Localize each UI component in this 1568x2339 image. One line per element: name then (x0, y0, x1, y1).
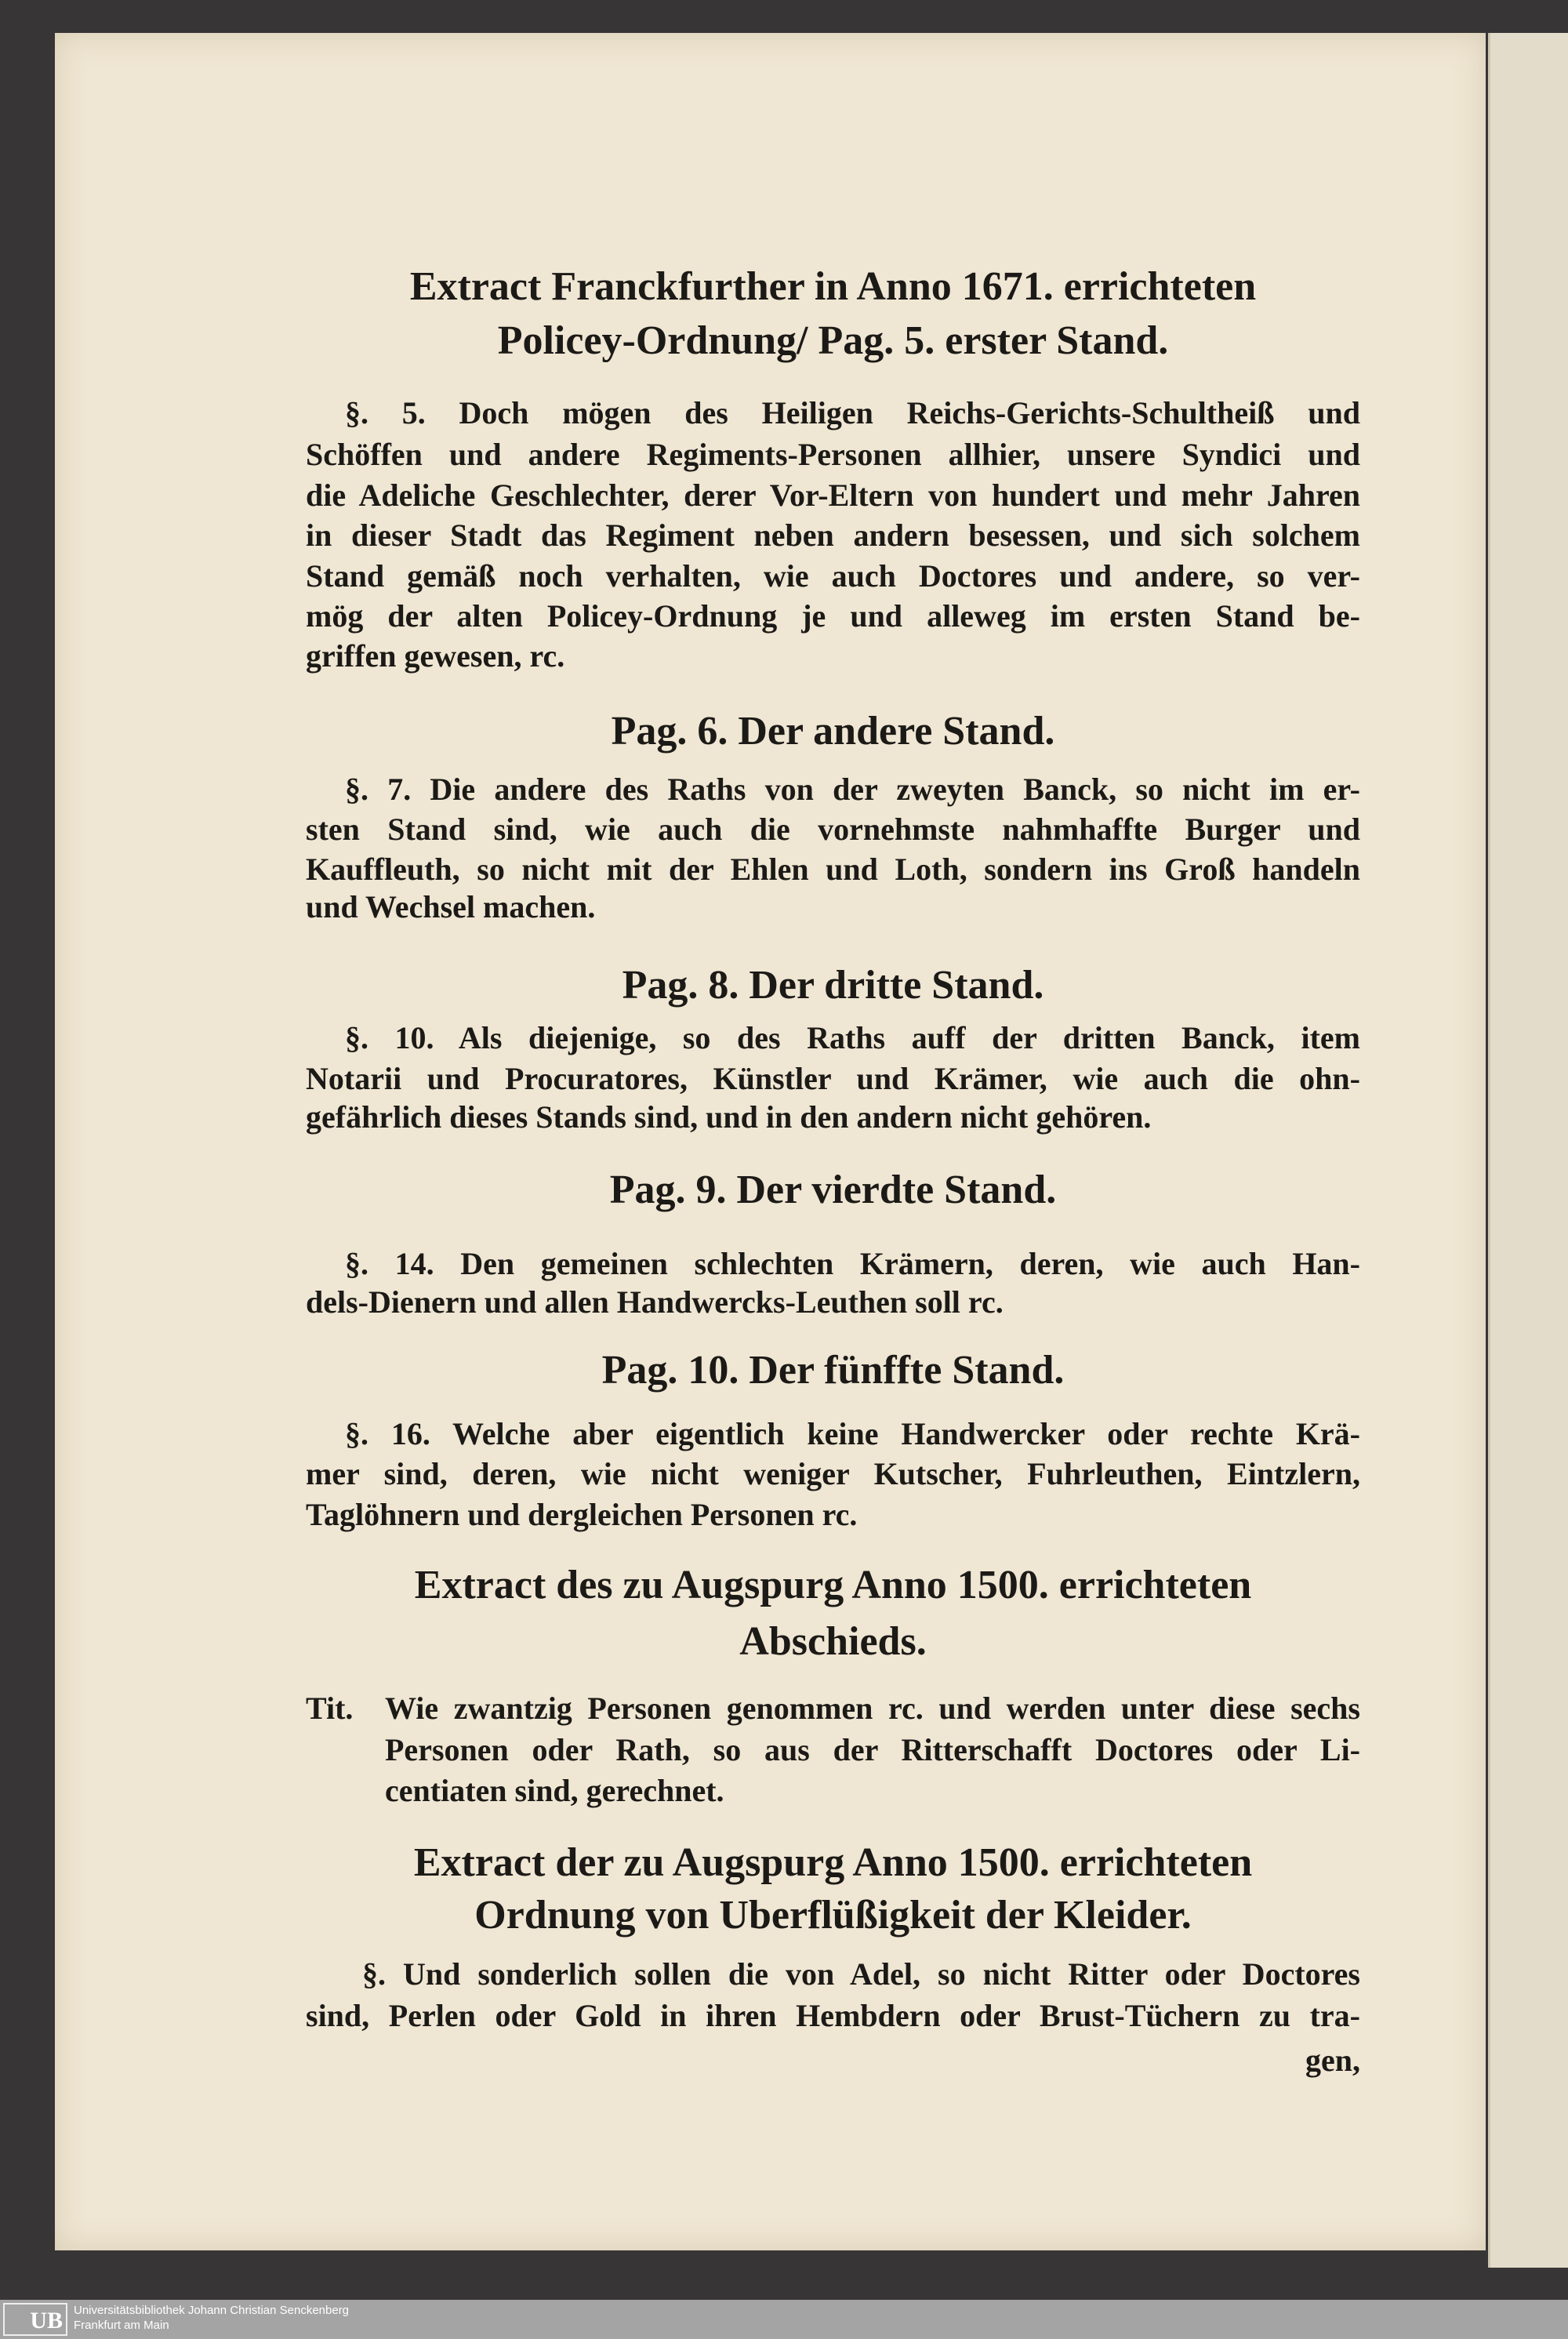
library-footer (0, 2300, 1568, 2339)
library-logo: UB (3, 2303, 67, 2336)
paragraph-5-line: §. 5. Doch mögen des Heiligen Reichs-Gerichts-Schultheiß und (345, 395, 1360, 430)
paragraph-5-line: in dieser Stadt das Regiment neben andern besessen, und sich solchem (306, 518, 1360, 553)
paragraph-16-line: §. 16. Welche aber eigentlich keine Handwercker oder rechte Krä- (345, 1416, 1360, 1451)
paragraph-16-line: mer sind, deren, wie nicht weniger Kutscher, Fuhrleuthen, Eintzlern, (306, 1456, 1360, 1491)
heading-pag-6: Pag. 6. Der andere Stand. (611, 709, 1055, 754)
paragraph-7-line: Kauffleuth, so nicht mit der Ehlen und Loth, sondern ins Groß handeln (306, 852, 1360, 887)
heading-frankfurt-line2: Policey-Ordnung/ Pag. 5. erster Stand. (497, 318, 1169, 363)
paragraph-kleider-line: gen, (1305, 2043, 1360, 2078)
paragraph-5-line: Schöffen und andere Regiments-Personen allhier, unsere Syndici und (306, 437, 1360, 472)
library-name: Universitätsbibliothek Johann Christian Senckenberg (74, 2304, 350, 2317)
paragraph-7-line: §. 7. Die andere des Raths von der zweyten Banck, so nicht im er- (345, 772, 1360, 807)
paragraph-5-line: mög der alten Policey-Ordnung je und alleweg im ersten Stand be- (306, 598, 1360, 634)
heading-pag-8: Pag. 8. Der dritte Stand. (622, 963, 1044, 1008)
paragraph-kleider-line: §. Und sonderlich sollen die von Adel, so nicht Ritter oder Doctores (362, 1956, 1360, 1992)
tit-paragraph-line: Personen oder Rath, so aus der Ritterschafft Doctores oder Li- (385, 1732, 1360, 1767)
adjacent-page-edge (1488, 33, 1568, 2268)
paragraph-7-line: sten Stand sind, wie auch die vornehmste nahmhaffte Burger und (306, 812, 1360, 847)
paragraph-10-line: Notarii und Procuratores, Künstler und Krämer, wie auch die ohn- (306, 1061, 1360, 1096)
paragraph-14-line: dels-Dienern und allen Handwercks-Leuthen soll rc. (306, 1284, 1004, 1320)
heading-augspurg-kleider-line1: Extract der zu Augspurg Anno 1500. errichteten (413, 1840, 1253, 1885)
heading-augspurg-kleider-line2: Ordnung von Uberflüßigkeit der Kleider. (474, 1893, 1192, 1938)
paragraph-7-line: und Wechsel machen. (306, 889, 596, 924)
heading-augspurg-abschied-line1: Extract des zu Augspurg Anno 1500. errichteten (414, 1563, 1252, 1607)
tit-paragraph-line: centiaten sind, gerechnet. (385, 1773, 724, 1808)
tit-paragraph-line: Wie zwantzig Personen genommen rc. und werden unter diese sechs (385, 1691, 1360, 1726)
heading-frankfurt-line1: Extract Franckfurther in Anno 1671. errichteten (409, 264, 1257, 309)
heading-pag-9: Pag. 9. Der vierdte Stand. (609, 1168, 1057, 1212)
heading-pag-10: Pag. 10. Der fünffte Stand. (601, 1348, 1065, 1393)
paragraph-16-line: Taglöhnern und dergleichen Personen rc. (306, 1497, 858, 1532)
tit-label: Tit. (306, 1691, 354, 1726)
paragraph-10-line: gefährlich dieses Stands sind, und in den andern nicht gehören. (306, 1099, 1152, 1135)
paragraph-kleider-line: sind, Perlen oder Gold in ihren Hembdern oder Brust-Tüchern zu tra- (306, 1998, 1360, 2033)
paragraph-5-line: die Adeliche Geschlechter, derer Vor-Eltern von hundert und mehr Jahren (306, 478, 1360, 513)
paragraph-5-line: Stand gemäß noch verhalten, wie auch Doctores und andere, so ver- (306, 558, 1360, 594)
paragraph-5-line: griffen gewesen, rc. (306, 638, 565, 674)
heading-augspurg-abschied-line2: Abschieds. (739, 1619, 927, 1664)
paragraph-10-line: §. 10. Als diejenige, so des Raths auff der dritten Banck, item (345, 1020, 1360, 1055)
paragraph-14-line: §. 14. Den gemeinen schlechten Krämern, deren, wie auch Han- (345, 1246, 1360, 1281)
library-location: Frankfurt am Main (74, 2319, 169, 2332)
